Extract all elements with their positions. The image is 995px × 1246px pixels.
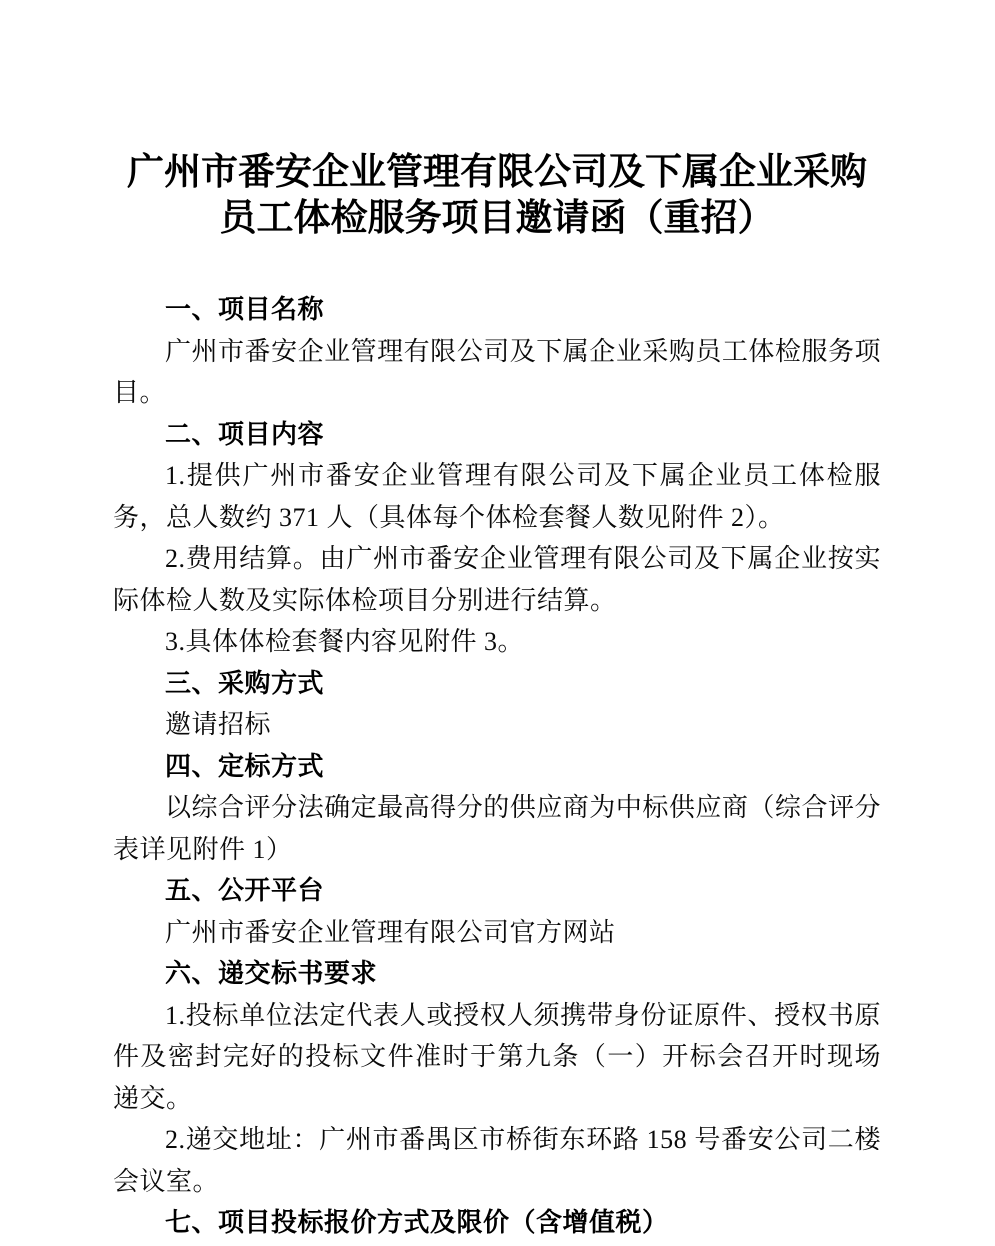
paragraph: 以综合评分法确定最高得分的供应商为中标供应商（综合评分表详见附件 1） <box>113 793 881 864</box>
document-title: 广州市番安企业管理有限公司及下属企业采购员工体检服务项目邀请函（重招） <box>127 152 867 239</box>
section-heading: 五、公开平台 <box>165 875 325 905</box>
paragraph: 2.递交地址：广州市番禺区市桥街东环路 158 号番安公司二楼会议室。 <box>113 1125 881 1196</box>
paragraph: 邀请招标 <box>165 710 272 739</box>
paragraph: 1.提供广州市番安企业管理有限公司及下属企业员工体检服务，总人数约 371 人（具体每个体检套餐人数见附件 2）。 <box>113 461 881 532</box>
paragraph: 1.投标单位法定代表人或授权人须携带身份证原件、授权书原件及密封完好的投标文件准时于第九条（一）开标会召开时现场递交。 <box>113 1000 881 1113</box>
section-heading: 三、采购方式 <box>165 667 325 698</box>
paragraph: 广州市番安企业管理有限公司及下属企业采购员工体检服务项目。 <box>113 336 881 407</box>
section-heading: 六、递交标书要求 <box>165 958 378 988</box>
document-body <box>113 289 881 1244</box>
paragraph: 广州市番安企业管理有限公司官方网站 <box>165 917 616 947</box>
paragraph: 3.具体体检套餐内容见附件 3。 <box>165 627 525 656</box>
section-heading: 一、项目名称 <box>165 294 325 324</box>
section-heading: 四、定标方式 <box>165 750 325 781</box>
paragraph: 2.费用结算。由广州市番安企业管理有限公司及下属企业按实际体检人数及实际体检项目分别进行结算。 <box>113 544 881 615</box>
section-heading: 二、项目内容 <box>165 418 325 449</box>
section-heading: 七、项目投标报价方式及限价（含增值税） <box>165 1207 669 1237</box>
